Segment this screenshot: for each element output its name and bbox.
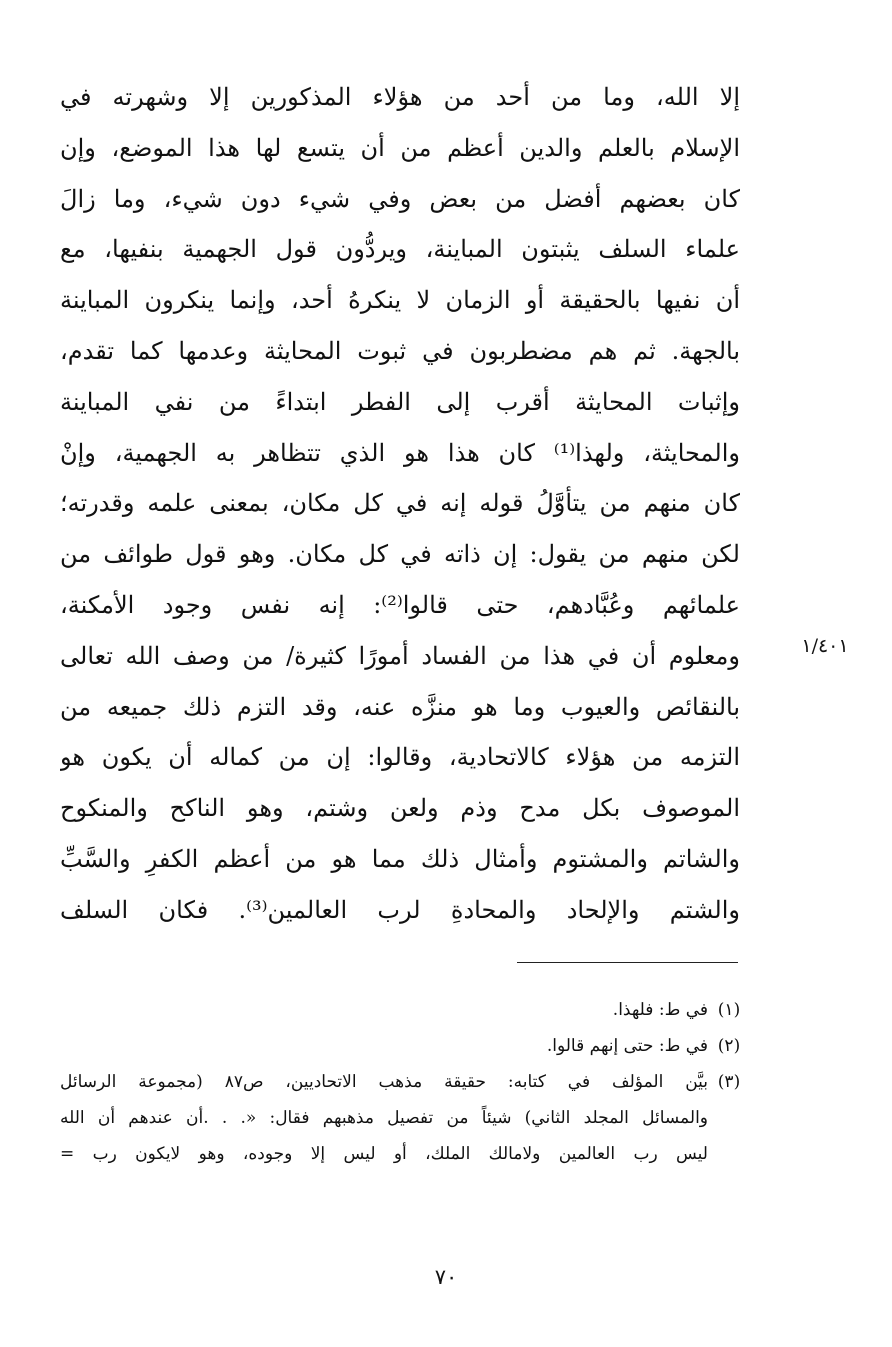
text-line: أن نفيها بالحقيقة أو الزمان لا ينكرهُ أحد، وإنما ينكرون المباينة xyxy=(60,286,740,315)
footnote-divider xyxy=(517,962,738,963)
text-line: والشاتم والمشتوم وأمثال ذلك مما هو من أعظم الكفرِ والسَّبِّ xyxy=(60,844,740,873)
footnote xyxy=(60,1064,750,1172)
footnote-text xyxy=(60,1028,708,1064)
footnote xyxy=(60,1028,750,1064)
footnote-line: في ط: فلهذا. xyxy=(612,1000,708,1020)
text-line: بالنقائص والعيوب وما هو منزَّه عنه، وقد التزم ذلك جميعه من xyxy=(60,692,740,721)
footnote-number: (٢) xyxy=(717,1036,741,1056)
text-line: التزمه من هؤلاء كالاتحادية، وقالوا: إن من كماله أن يكون هو xyxy=(60,743,740,772)
footnote-line: والمسائل المجلد الثاني) شيئاً من تفصيل مذهبهم فقال: «. . .أن عندهم أن الله xyxy=(60,1108,708,1128)
main-text-block xyxy=(60,72,740,936)
text-line: الإسلام بالعلم والدين أعظم من أن يتسع لها هذا الموضع، وإن xyxy=(60,133,740,162)
text-line: علماء السلف يثبتون المباينة، ويردُّون قول الجهمية بنفيها، مع xyxy=(60,235,740,264)
footnote-number: (٣) xyxy=(717,1072,741,1092)
text-line: الموصوف بكل مدح وذم ولعن وشتم، وهو الناكح والمنكوح xyxy=(60,794,740,823)
footnotes-section xyxy=(60,992,750,1172)
footnote-line: في ط: حتى إنهم قالوا. xyxy=(546,1036,708,1056)
margin-page-reference: ١/٤٠١ xyxy=(801,635,849,657)
text-line: إلا الله، وما من أحد من هؤلاء المذكورين إلا وشهرته في xyxy=(60,83,740,111)
text-line: علمائهم وعُبَّادهم، حتى قالوا⁽²⁾: إنه نفس وجود الأمكنة، xyxy=(60,590,740,619)
footnote-line: بيَّن المؤلف في كتابه: حقيقة مذهب الاتحاديين، ص٨٧ (مجموعة الرسائل xyxy=(60,1072,708,1092)
footnote-text xyxy=(60,1064,708,1172)
footnote-text xyxy=(60,992,708,1028)
footnote-line: ليس رب العالمين ولامالك الملك، أو ليس إلا وجوده، وهو لايكون رب = xyxy=(60,1144,708,1164)
text-line: والشتم والإلحاد والمحادةِ لرب العالمين⁽³⁾. فكان السلف xyxy=(60,895,740,924)
text-line: كان منهم من يتأوَّلُ قوله إنه في كل مكان، بمعنى علمه وقدرته؛ xyxy=(60,489,740,518)
page-number: ٧٠ xyxy=(434,1265,458,1289)
footnote xyxy=(60,992,750,1028)
text-line: ومعلوم أن في هذا من الفساد أمورًا كثيرة/ من وصف الله تعالى xyxy=(60,641,740,670)
text-line: كان بعضهم أفضل من بعض وفي شيء دون شيء، وما زالَ xyxy=(60,184,740,213)
footnote-number: (١) xyxy=(717,1000,741,1020)
text-line: لكن منهم من يقول: إن ذاته في كل مكان. وهو قول طوائف من xyxy=(60,540,740,569)
text-line: والمحايثة، ولهذا⁽¹⁾ كان هذا هو الذي تتظاهر به الجهمية، وإنْ xyxy=(60,438,740,467)
text-line: وإثبات المحايثة أقرب إلى الفطر ابتداءً من نفي المباينة xyxy=(60,387,740,416)
text-line: بالجهة. ثم هم مضطربون في ثبوت المحايثة وعدمها كما تقدم، xyxy=(60,336,740,365)
